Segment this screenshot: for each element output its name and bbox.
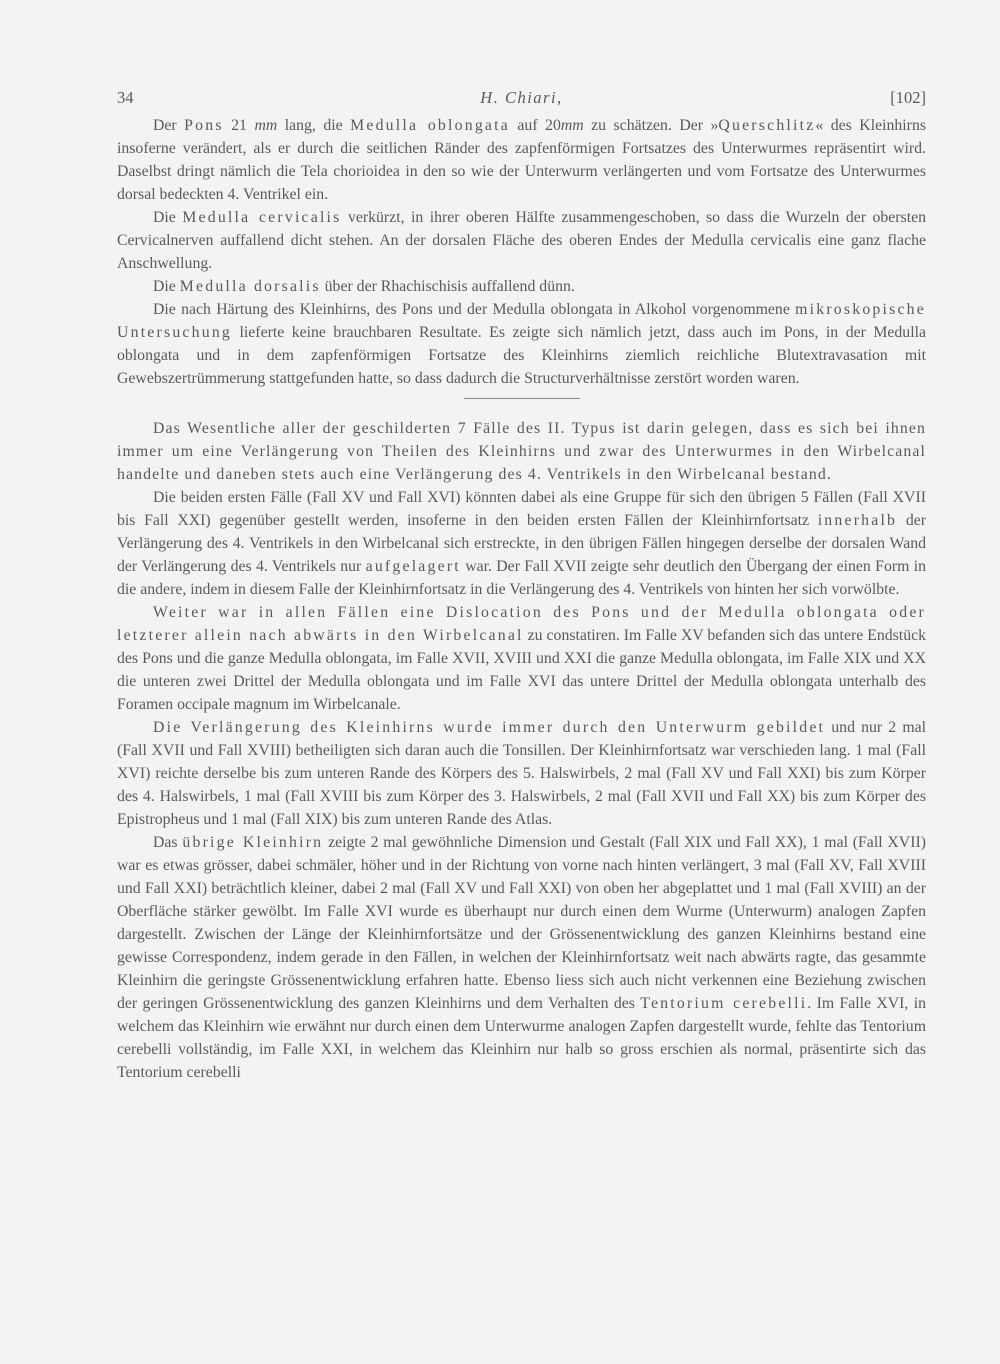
paragraph-medulla-dorsalis: Die Medulla dorsalis über der Rhachischisis auffallend dünn. — [153, 278, 575, 295]
original-page-number: [102] — [890, 88, 926, 107]
case-description-section — [117, 114, 926, 390]
section-divider — [464, 398, 580, 399]
running-header — [117, 88, 926, 114]
running-title-author: H. Chiari, — [480, 88, 563, 107]
paragraph-medulla-cervicalis: Die Medulla cervicalis verkürzt, in ihrer oberen Hälfte zusammengeschoben, so dass die Wurzeln der obersten Cervicalnerven auffallend dicht stehen. An der dorsalen Fläche des oberen Endes der Medulla cervicalis eine ganz flache Anschwellung. — [117, 209, 926, 272]
page — [117, 88, 926, 1084]
paragraph-dislocation: Weiter war in allen Fällen eine Dislocation des Pons und der Medulla oblongata oder letzterer allein nach abwärts in den Wirbelcanal zu constatiren. Im Falle XV befanden sich das untere Endstück des Pons und die ganze Medulla oblongata, im Falle XVII, XVIII und XXI die ganze Medulla oblongata, im Falle XIX und XX die unteren zwei Drittel der Medulla oblongata und im Falle XVI das untere Drittel der Medulla oblongata unterhalb des Foramen occipale magnum im Wirbelcanale. — [117, 604, 926, 713]
paragraph-summary-intro: Das Wesentliche aller der geschilderten 7 Fälle des II. Typus ist darin gelegen, dass es sich bei ihnen immer um eine Verlängerung von Theilen des Kleinhirns und zwar des Unterwurmes in den Wirbelcanal handelte und daneben stets auch eine Verlängerung des 4. Ventrikels in den Wirbelcanal bestand. — [117, 420, 926, 483]
paragraph-pons: Der Pons 21 mm lang, die Medulla oblongata auf 20mm zu schätzen. Der »Querschlitz« des Kleinhirns insoferne verändert, als er durch die seitlichen Ränder des zapfenförmigen Fortsatzes des Unterwurmes repräsentirt wird. Daselbst dringt nämlich die Tela chorioidea in den so wie der Unterwurm verlängerten und vom Fortsatze des Unterwurmes dorsal bedeckten 4. Ventrikel ein. — [117, 117, 926, 203]
page-number: 34 — [117, 88, 134, 107]
paragraph-cerebellum-extension: Die Verlängerung des Kleinhirns wurde immer durch den Unterwurm gebildet und nur 2 mal (Fall XVII und Fall XVIII) betheiligten sich daran auch die Tonsillen. Der Kleinhirnfortsatz war verschieden lang. 1 mal (Fall XVI) reichte derselbe bis zum unteren Rande des Körpers des 5. Halswirbels, 2 mal (Fall XV und Fall XXI) bis zum Körper des 4. Halswirbels, 1 mal (Fall XVIII bis zum Körper des 3. Halswirbels, 2 mal (Fall XVII und Fall XX) bis zum Körper des Epistropheus und 1 mal (Fall XIX) bis zum unteren Rande des Atlas. — [117, 719, 927, 828]
paragraph-microscopy: Die nach Härtung des Kleinhirns, des Pons und der Medulla oblongata in Alkohol vorgenommene mikroskopische Untersuchung lieferte keine brauchbaren Resultate. Es zeigte sich nämlich jetzt, dass auch im Pons, in der Medulla oblongata und in dem zapfenförmigen Fortsatze des Kleinhirns ziemlich reichliche Blutextravasation mit Gewebszertrümmerung stattgefunden hatte, so dass dadurch die Structurverhältnisse zerstört worden waren. — [117, 301, 926, 387]
paragraph-remaining-cerebellum: Das übrige Kleinhirn zeigte 2 mal gewöhnliche Dimension und Gestalt (Fall XIX und Fall XX), 1 mal (Fall XVII) war es etwas grösser, dabei schmäler, höher und in der Richtung von vorne nach hinten verlängert, 3 mal (Fall XV, Fall XVIII und Fall XXI) beträchtlich kleiner, dabei 2 mal (Fall XV und Fall XXI) von oben her abgeplattet und 1 mal (Fall XVIII) an der Oberfläche stärker gewölbt. Im Falle XVI wurde es überhaupt nur durch einen dem Wurme (Unterwurm) analogen Zapfen dargestellt. Zwischen der Länge der Kleinhirnfortsätze und der Grössenentwicklung des ganzen Kleinhirns bestand eine gewisse Correspondenz, indem gerade in den Fällen, in welchen der Kleinhirnfortsatz weit nach abwärts ragte, das gesammte Kleinhirn die geringste Grössenentwicklung erfahren hatte. Ebenso liess sich auch nicht verkennen eine Beziehung zwischen der geringen Grössenentwicklung des ganzen Kleinhirns und dem Verhalten des Tentorium cerebelli. Im Falle XVI, in welchem das Kleinhirn wie erwähnt nur durch einen dem Unterwurme analogen Zapfen dargestellt wurde, fehlte das Tentorium cerebelli vollständig, im Falle XXI, in welchem das Kleinhirn nur halb so gross erschien als normal, präsentirte sich das Tentorium cerebelli — [117, 834, 926, 1081]
summary-section — [117, 417, 926, 1084]
paragraph-two-groups: Die beiden ersten Fälle (Fall XV und Fall XVI) könnten dabei als eine Gruppe für sich den übrigen 5 Fällen (Fall XVII bis Fall XXI) gegenüber gestellt werden, insoferne in den beiden ersten Fällen der Kleinhirnfortsatz innerhalb der Verlängerung des 4. Ventrikels in den Wirbelcanal sich erstreckte, in den übrigen Fällen hingegen derselbe der dorsalen Wand der Verlängerung des 4. Ventrikels nur aufgelagert war. Der Fall XVII zeigte sehr deutlich den Übergang der einen Form in die andere, indem in diesem Falle der Kleinhirnfortsatz in die Verlängerung des 4. Ventrikels von hinten her sich vorwölbte. — [117, 489, 927, 598]
